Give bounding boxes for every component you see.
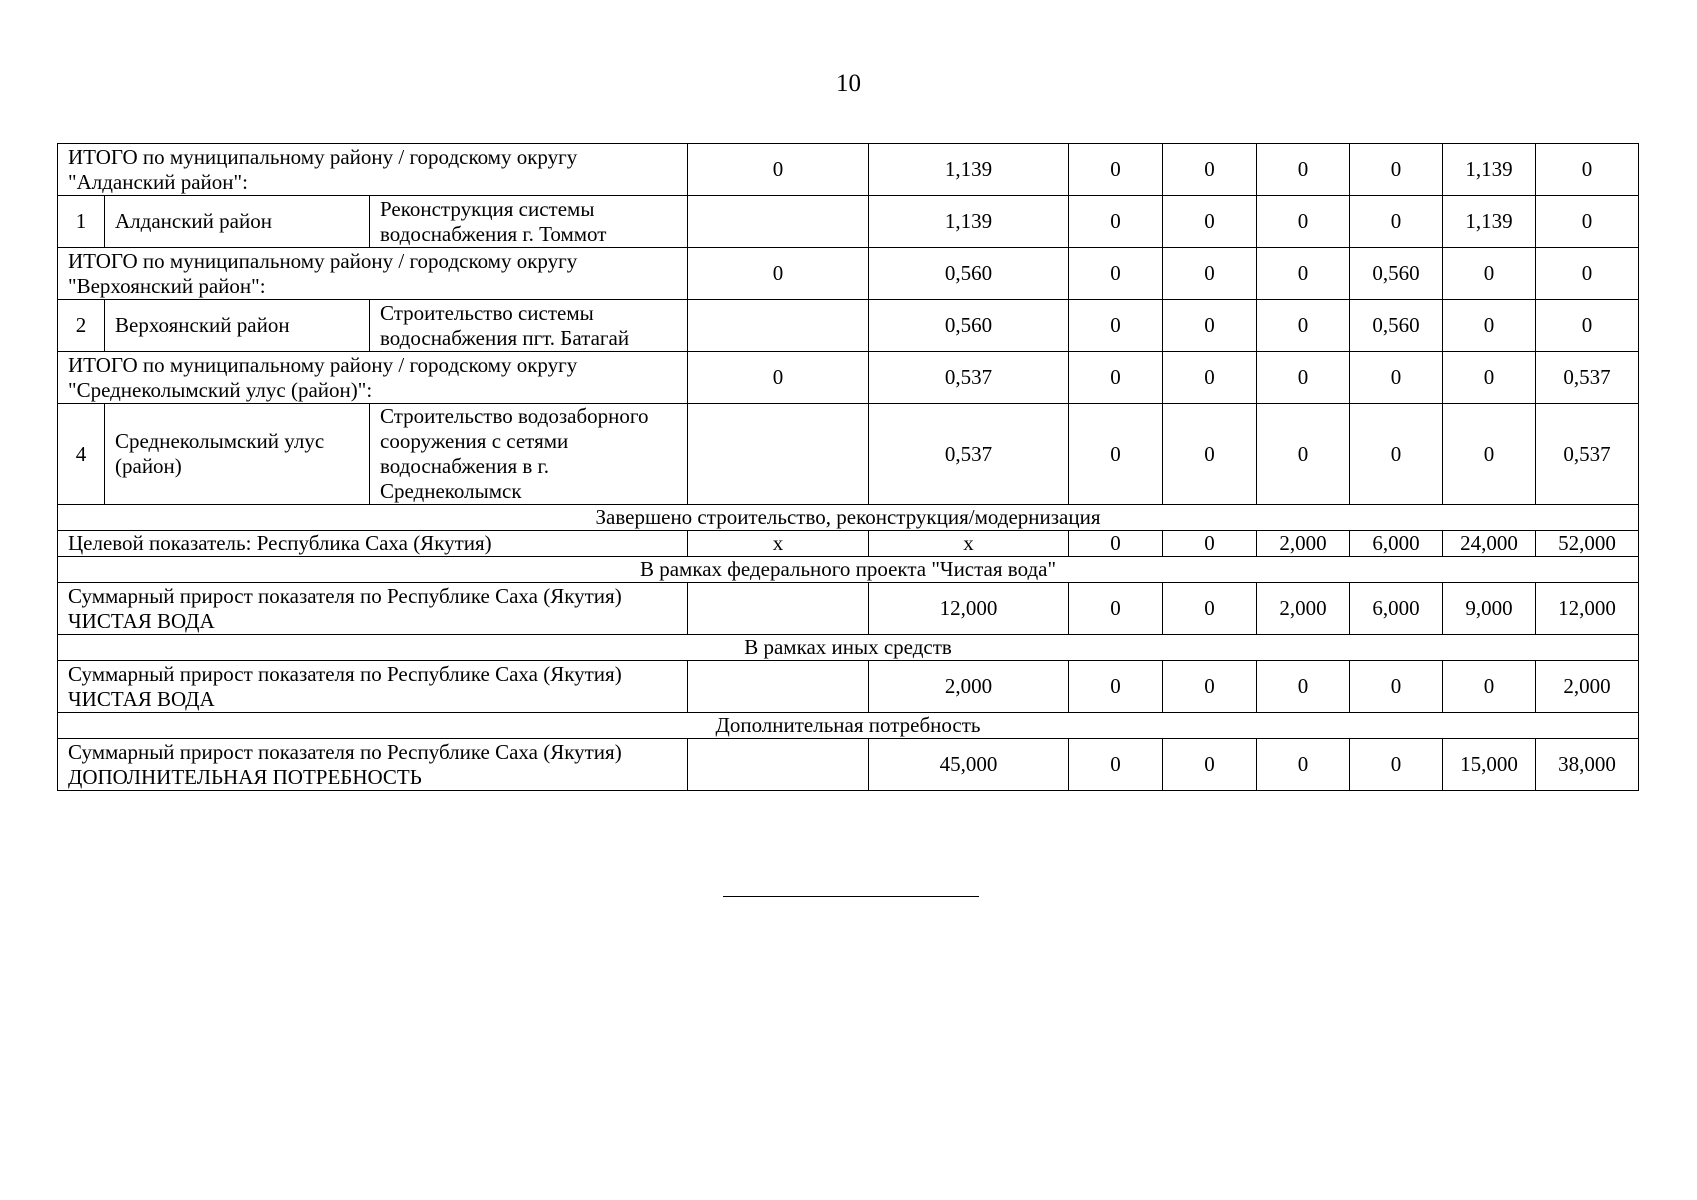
value-cell: 0 xyxy=(1163,300,1257,352)
value-cell: 1,139 xyxy=(869,144,1069,196)
value-cell: 0 xyxy=(688,352,869,404)
value-cell: 0 xyxy=(1536,248,1639,300)
value-cell: 0 xyxy=(1536,196,1639,248)
value-cell: 24,000 xyxy=(1443,531,1536,557)
table-row-total-aldan xyxy=(58,144,1639,196)
district-name: Алданский район xyxy=(105,196,370,248)
object-name: Строительство системы водоснабжения пгт. Батагай xyxy=(370,300,688,352)
value-cell: 0 xyxy=(1350,196,1443,248)
section-heading: Завершено строительство, реконструкция/модернизация xyxy=(58,505,1639,531)
value-cell: 0,560 xyxy=(1350,248,1443,300)
value-cell: 0 xyxy=(1536,300,1639,352)
row-number: 4 xyxy=(58,404,105,505)
value-cell: 0 xyxy=(1069,300,1163,352)
value-cell: 0 xyxy=(1069,661,1163,713)
value-cell: 0 xyxy=(1163,352,1257,404)
value-cell: 0 xyxy=(1257,144,1350,196)
value-cell: 1,139 xyxy=(1443,144,1536,196)
section-row-additional-need xyxy=(58,713,1639,739)
value-cell: 0 xyxy=(1257,300,1350,352)
row-number: 1 xyxy=(58,196,105,248)
section-heading: В рамках иных средств xyxy=(58,635,1639,661)
value-cell: 0 xyxy=(1069,739,1163,791)
table-row-target xyxy=(58,531,1639,557)
value-cell: 0,537 xyxy=(1536,352,1639,404)
value-cell: 0 xyxy=(1350,404,1443,505)
closing-rule xyxy=(723,896,979,897)
summary-label: Суммарный прирост показателя по Республике Саха (Якутия) ЧИСТАЯ ВОДА xyxy=(58,661,688,713)
total-label: ИТОГО по муниципальному району / городскому округу "Верхоянский район": xyxy=(58,248,688,300)
value-cell xyxy=(688,404,869,505)
value-cell: 6,000 xyxy=(1350,583,1443,635)
district-name: Верхоянский район xyxy=(105,300,370,352)
value-cell: 2,000 xyxy=(1536,661,1639,713)
value-cell: 0 xyxy=(1069,196,1163,248)
value-cell: 1,139 xyxy=(869,196,1069,248)
value-cell: 0 xyxy=(1163,583,1257,635)
value-cell: 0 xyxy=(1536,144,1639,196)
value-cell: 0 xyxy=(1257,404,1350,505)
table-row-item-verkhoyansk xyxy=(58,300,1639,352)
value-cell: 0 xyxy=(1069,583,1163,635)
object-name: Реконструкция системы водоснабжения г. Томмот xyxy=(370,196,688,248)
value-cell: 0 xyxy=(1163,661,1257,713)
value-cell: 0 xyxy=(688,248,869,300)
value-cell: 0 xyxy=(1257,196,1350,248)
value-cell: 0 xyxy=(1443,404,1536,505)
value-cell: 0 xyxy=(1069,404,1163,505)
program-table xyxy=(57,143,1639,791)
value-cell: 0 xyxy=(1163,739,1257,791)
table-row-total-srednekolymsk xyxy=(58,352,1639,404)
value-cell: 0 xyxy=(1163,196,1257,248)
value-cell: 0 xyxy=(1069,531,1163,557)
value-cell: 12,000 xyxy=(869,583,1069,635)
table-row-summary-additional-need xyxy=(58,739,1639,791)
value-cell: 0 xyxy=(1350,739,1443,791)
section-row-completed xyxy=(58,505,1639,531)
value-cell: 0 xyxy=(1257,352,1350,404)
value-cell: 0 xyxy=(1443,300,1536,352)
table-row-summary-clean-water xyxy=(58,583,1639,635)
value-cell: 12,000 xyxy=(1536,583,1639,635)
section-heading: Дополнительная потребность xyxy=(58,713,1639,739)
value-cell: 0 xyxy=(1350,661,1443,713)
value-cell: 0 xyxy=(1069,248,1163,300)
value-cell: 2,000 xyxy=(869,661,1069,713)
total-label: ИТОГО по муниципальному району / городскому округу "Среднеколымский улус (район)": xyxy=(58,352,688,404)
page-number: 10 xyxy=(836,70,861,97)
table-row-item-aldan xyxy=(58,196,1639,248)
value-cell: 0 xyxy=(1350,352,1443,404)
section-heading: В рамках федерального проекта "Чистая вода" xyxy=(58,557,1639,583)
target-label: Целевой показатель: Республика Саха (Якутия) xyxy=(58,531,688,557)
value-cell: 0 xyxy=(1350,144,1443,196)
value-cell: 0,560 xyxy=(869,300,1069,352)
total-label: ИТОГО по муниципальному району / городскому округу "Алданский район": xyxy=(58,144,688,196)
row-number: 2 xyxy=(58,300,105,352)
table-row-item-srednekolymsk xyxy=(58,404,1639,505)
value-cell: 0 xyxy=(1257,248,1350,300)
object-name: Строительство водозаборного сооружения с сетями водоснабжения в г. Среднеколымск xyxy=(370,404,688,505)
value-cell xyxy=(688,300,869,352)
section-row-other-funds xyxy=(58,635,1639,661)
value-cell: 0 xyxy=(1443,248,1536,300)
section-row-federal-project xyxy=(58,557,1639,583)
value-cell: 0,537 xyxy=(869,404,1069,505)
value-cell: 9,000 xyxy=(1443,583,1536,635)
value-cell: 0 xyxy=(1443,352,1536,404)
value-cell: 0 xyxy=(1257,739,1350,791)
value-cell: 6,000 xyxy=(1350,531,1443,557)
summary-label: Суммарный прирост показателя по Республике Саха (Якутия) ДОПОЛНИТЕЛЬНАЯ ПОТРЕБНОСТЬ xyxy=(58,739,688,791)
value-cell: 0 xyxy=(1163,404,1257,505)
value-cell: 0 xyxy=(688,144,869,196)
value-cell: 52,000 xyxy=(1536,531,1639,557)
value-cell: x xyxy=(869,531,1069,557)
value-cell: 45,000 xyxy=(869,739,1069,791)
value-cell: 0 xyxy=(1257,661,1350,713)
value-cell: 1,139 xyxy=(1443,196,1536,248)
value-cell xyxy=(688,739,869,791)
value-cell xyxy=(688,196,869,248)
value-cell: 38,000 xyxy=(1536,739,1639,791)
district-name: Среднеколымский улус (район) xyxy=(105,404,370,505)
value-cell: 0 xyxy=(1443,661,1536,713)
value-cell: 0 xyxy=(1163,144,1257,196)
value-cell: 0 xyxy=(1069,144,1163,196)
value-cell: x xyxy=(688,531,869,557)
table-row-total-verkhoyansk xyxy=(58,248,1639,300)
value-cell: 15,000 xyxy=(1443,739,1536,791)
value-cell xyxy=(688,583,869,635)
value-cell: 2,000 xyxy=(1257,531,1350,557)
value-cell: 0,537 xyxy=(869,352,1069,404)
value-cell: 0,560 xyxy=(869,248,1069,300)
table-row-summary-other-funds xyxy=(58,661,1639,713)
value-cell: 0 xyxy=(1163,531,1257,557)
value-cell: 0,537 xyxy=(1536,404,1639,505)
value-cell: 0 xyxy=(1069,352,1163,404)
summary-label: Суммарный прирост показателя по Республике Саха (Якутия) ЧИСТАЯ ВОДА xyxy=(58,583,688,635)
value-cell xyxy=(688,661,869,713)
value-cell: 2,000 xyxy=(1257,583,1350,635)
value-cell: 0 xyxy=(1163,248,1257,300)
value-cell: 0,560 xyxy=(1350,300,1443,352)
